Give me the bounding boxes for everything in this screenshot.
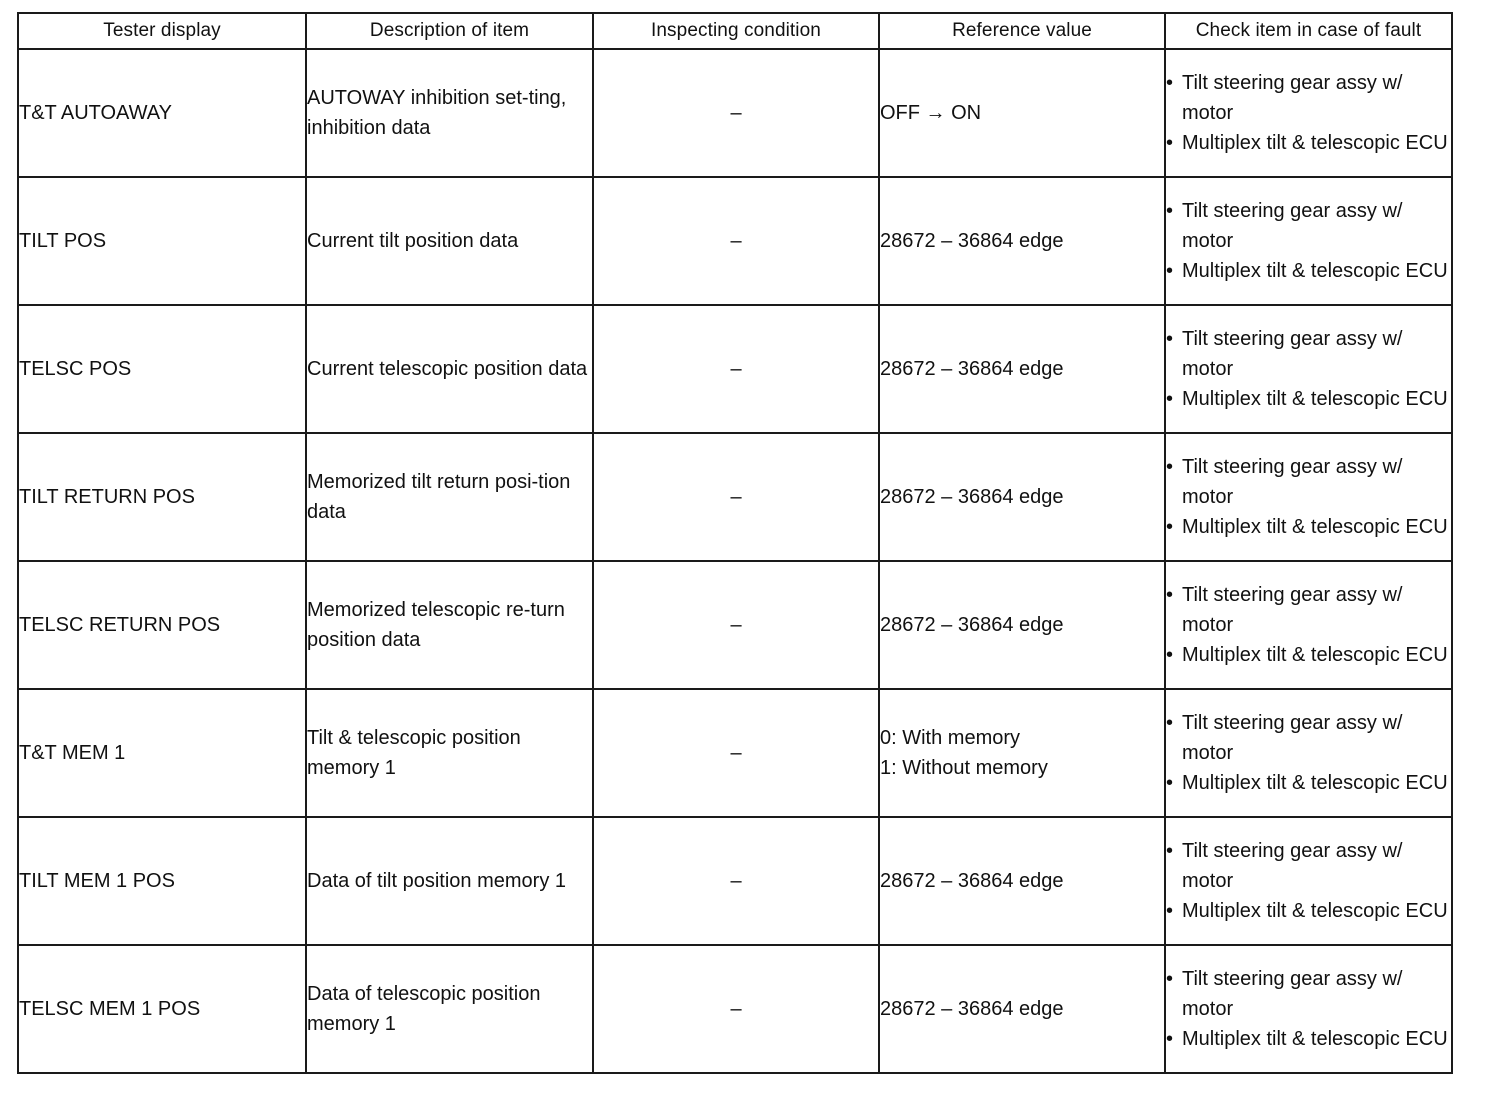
cell-check-item xyxy=(1165,433,1452,561)
reference-value-line: OFF → ON xyxy=(880,102,982,124)
cell-inspecting-condition: – xyxy=(593,177,879,305)
cell-inspecting-condition: – xyxy=(593,689,879,817)
reference-value-line: 28672 – 36864 edge xyxy=(880,998,1064,1020)
table-row xyxy=(18,817,1452,945)
cell-description: Tilt & telescopic position memory 1 xyxy=(306,689,593,817)
fault-check-item xyxy=(1166,896,1451,926)
cell-reference-value xyxy=(879,305,1165,433)
fault-check-item-text: Tilt steering gear assy w/ motor xyxy=(1182,968,1403,1020)
cell-description: Current telescopic position data xyxy=(306,305,593,433)
fault-check-item xyxy=(1166,68,1451,128)
fault-check-item xyxy=(1166,640,1451,670)
fault-check-item xyxy=(1166,452,1451,512)
cell-reference-value xyxy=(879,49,1165,177)
fault-check-item-text: Multiplex tilt & telescopic ECU xyxy=(1182,772,1448,794)
cell-check-item xyxy=(1165,305,1452,433)
header-check-item: Check item in case of fault xyxy=(1165,13,1452,49)
fault-check-item-text: Tilt steering gear assy w/ motor xyxy=(1182,584,1403,636)
fault-check-item xyxy=(1166,964,1451,1024)
cell-inspecting-condition: – xyxy=(593,305,879,433)
cell-description: Data of tilt position memory 1 xyxy=(306,817,593,945)
fault-check-item-text: Multiplex tilt & telescopic ECU xyxy=(1182,900,1448,922)
cell-reference-value xyxy=(879,945,1165,1073)
bullet-icon: • xyxy=(1166,968,1174,990)
bullet-icon: • xyxy=(1166,328,1174,350)
cell-description: Memorized telescopic re-turn position data xyxy=(306,561,593,689)
cell-tester-display: TILT POS xyxy=(18,177,306,305)
table-row xyxy=(18,305,1452,433)
table-row xyxy=(18,561,1452,689)
table-header-row xyxy=(18,13,1452,49)
cell-inspecting-condition: – xyxy=(593,561,879,689)
cell-reference-value xyxy=(879,177,1165,305)
cell-reference-value xyxy=(879,433,1165,561)
fault-check-item-text: Tilt steering gear assy w/ motor xyxy=(1182,456,1403,508)
bullet-icon: • xyxy=(1166,840,1174,862)
fault-check-item xyxy=(1166,580,1451,640)
cell-description: Memorized tilt return posi-tion data xyxy=(306,433,593,561)
cell-reference-value xyxy=(879,689,1165,817)
fault-check-item xyxy=(1166,256,1451,286)
table-row xyxy=(18,433,1452,561)
bullet-icon: • xyxy=(1166,260,1174,282)
fault-check-item-text: Multiplex tilt & telescopic ECU xyxy=(1182,388,1448,410)
cell-check-item xyxy=(1165,177,1452,305)
fault-check-item-text: Tilt steering gear assy w/ motor xyxy=(1182,200,1403,252)
fault-check-item-text: Tilt steering gear assy w/ motor xyxy=(1182,72,1403,124)
cell-tester-display: TELSC RETURN POS xyxy=(18,561,306,689)
cell-reference-value xyxy=(879,561,1165,689)
table-body xyxy=(18,49,1452,1073)
fault-check-item-text: Multiplex tilt & telescopic ECU xyxy=(1182,132,1448,154)
cell-tester-display: TELSC POS xyxy=(18,305,306,433)
header-tester-display: Tester display xyxy=(18,13,306,49)
cell-inspecting-condition: – xyxy=(593,49,879,177)
bullet-icon: • xyxy=(1166,900,1174,922)
fault-check-item xyxy=(1166,512,1451,542)
cell-check-item xyxy=(1165,49,1452,177)
fault-check-item-text: Tilt steering gear assy w/ motor xyxy=(1182,328,1403,380)
fault-check-item xyxy=(1166,196,1451,256)
fault-check-item-text: Multiplex tilt & telescopic ECU xyxy=(1182,260,1448,282)
reference-value-line: 28672 – 36864 edge xyxy=(880,358,1064,380)
cell-description: AUTOWAY inhibition set-ting, inhibition data xyxy=(306,49,593,177)
reference-value-line: 28672 – 36864 edge xyxy=(880,614,1064,636)
fault-check-item xyxy=(1166,324,1451,384)
bullet-icon: • xyxy=(1166,644,1174,666)
fault-check-item xyxy=(1166,1024,1451,1054)
bullet-icon: • xyxy=(1166,132,1174,154)
table-row xyxy=(18,689,1452,817)
reference-value-line: 28672 – 36864 edge xyxy=(880,486,1064,508)
header-reference-value: Reference value xyxy=(879,13,1165,49)
data-list-table xyxy=(17,12,1453,1074)
fault-check-item xyxy=(1166,708,1451,768)
fault-check-item-text: Tilt steering gear assy w/ motor xyxy=(1182,712,1403,764)
bullet-icon: • xyxy=(1166,516,1174,538)
bullet-icon: • xyxy=(1166,456,1174,478)
bullet-icon: • xyxy=(1166,772,1174,794)
header-description: Description of item xyxy=(306,13,593,49)
cell-inspecting-condition: – xyxy=(593,945,879,1073)
header-inspecting-condition: Inspecting condition xyxy=(593,13,879,49)
fault-check-item-text: Multiplex tilt & telescopic ECU xyxy=(1182,516,1448,538)
fault-check-item-text: Multiplex tilt & telescopic ECU xyxy=(1182,644,1448,666)
table-row xyxy=(18,945,1452,1073)
cell-check-item xyxy=(1165,945,1452,1073)
table-row xyxy=(18,49,1452,177)
cell-description: Data of telescopic position memory 1 xyxy=(306,945,593,1073)
reference-value-line: 0: With memory xyxy=(880,727,1021,749)
cell-tester-display: TELSC MEM 1 POS xyxy=(18,945,306,1073)
bullet-icon: • xyxy=(1166,1028,1174,1050)
cell-check-item xyxy=(1165,561,1452,689)
cell-tester-display: TILT RETURN POS xyxy=(18,433,306,561)
reference-value-line: 1: Without memory xyxy=(880,757,1048,779)
bullet-icon: • xyxy=(1166,584,1174,606)
reference-value-line: 28672 – 36864 edge xyxy=(880,230,1064,252)
fault-check-item xyxy=(1166,384,1451,414)
cell-tester-display: TILT MEM 1 POS xyxy=(18,817,306,945)
fault-check-item xyxy=(1166,128,1451,158)
cell-inspecting-condition: – xyxy=(593,433,879,561)
cell-description: Current tilt position data xyxy=(306,177,593,305)
fault-check-item-text: Multiplex tilt & telescopic ECU xyxy=(1182,1028,1448,1050)
bullet-icon: • xyxy=(1166,712,1174,734)
cell-tester-display: T&T MEM 1 xyxy=(18,689,306,817)
bullet-icon: • xyxy=(1166,388,1174,410)
reference-value-line: 28672 – 36864 edge xyxy=(880,870,1064,892)
bullet-icon: • xyxy=(1166,72,1174,94)
table-row xyxy=(18,177,1452,305)
fault-check-item-text: Tilt steering gear assy w/ motor xyxy=(1182,840,1403,892)
cell-check-item xyxy=(1165,689,1452,817)
bullet-icon: • xyxy=(1166,200,1174,222)
cell-inspecting-condition: – xyxy=(593,817,879,945)
fault-check-item xyxy=(1166,836,1451,896)
cell-tester-display: T&T AUTOAWAY xyxy=(18,49,306,177)
fault-check-item xyxy=(1166,768,1451,798)
cell-reference-value xyxy=(879,817,1165,945)
cell-check-item xyxy=(1165,817,1452,945)
